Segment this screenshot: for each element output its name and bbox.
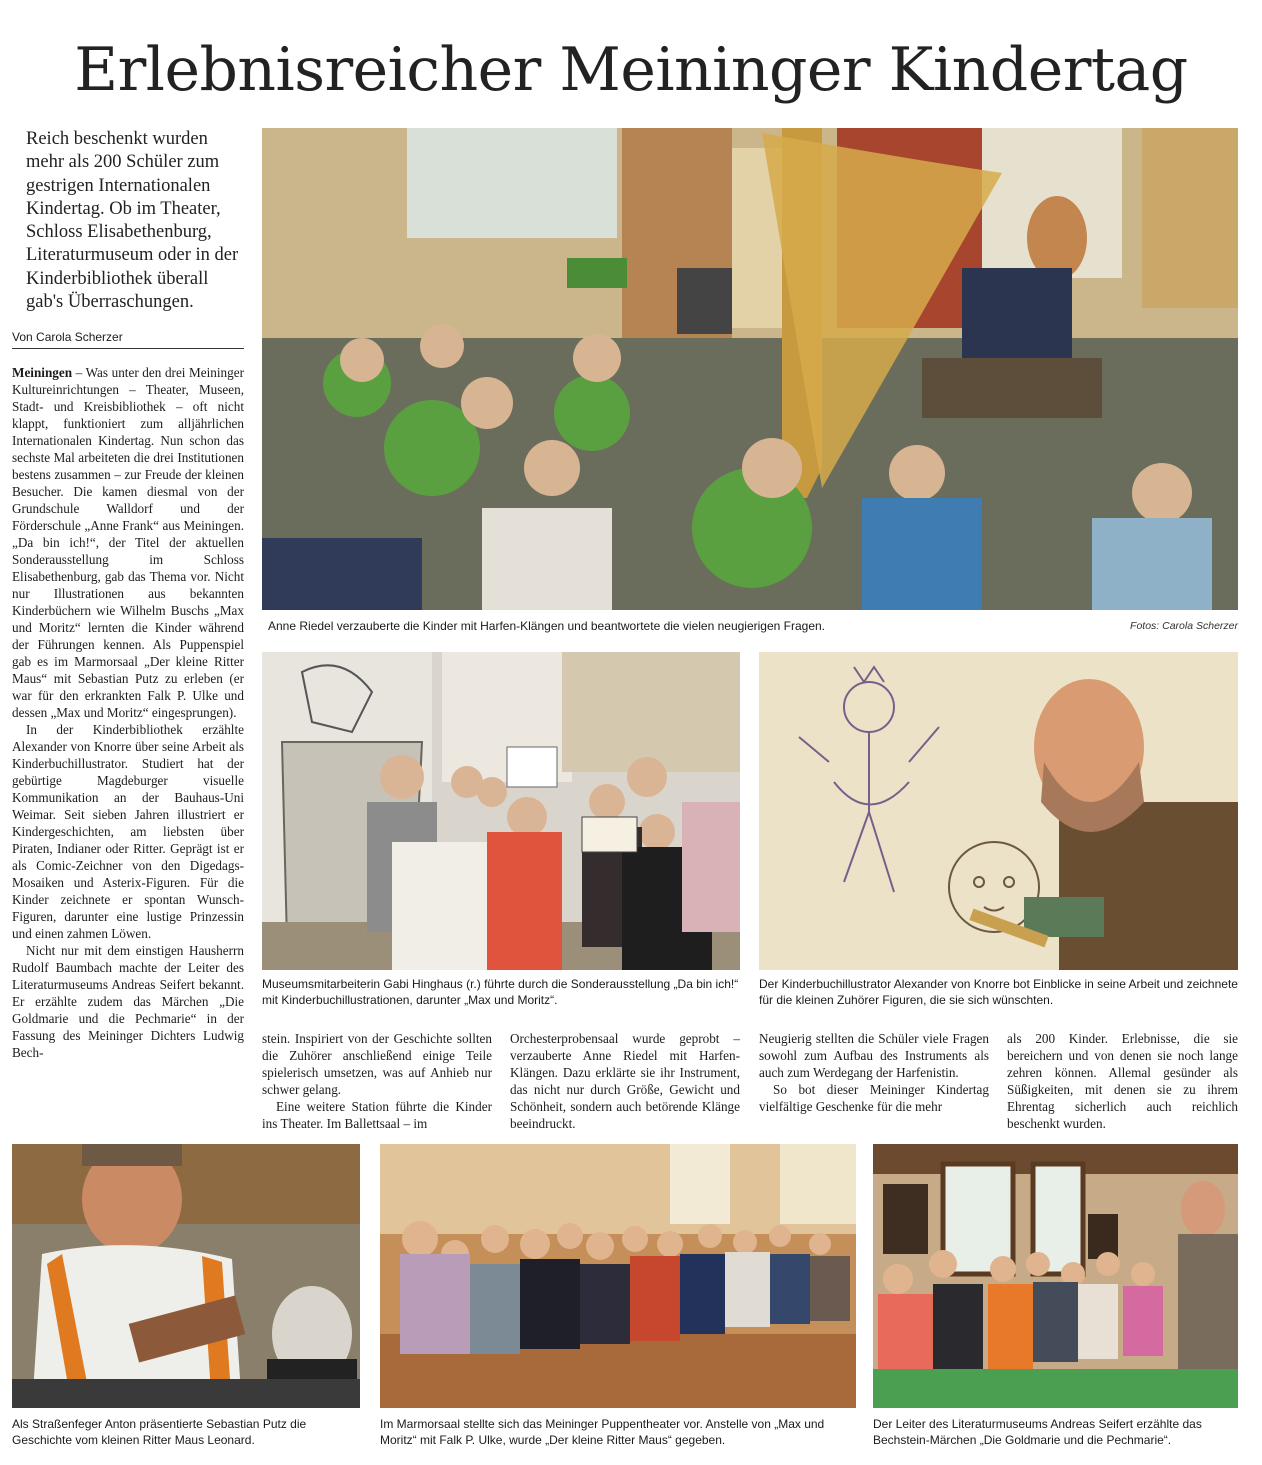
body-column-1 — [12, 364, 244, 1061]
body-paragraph: Neugierig stellten die Schüler viele Fragen sowohl zum Aufbau des Instruments als auch zum Werdegang der Harfenistin. — [759, 1031, 989, 1080]
body-column-4 — [759, 1030, 989, 1115]
body-column-5 — [1007, 1030, 1238, 1132]
body-paragraph: – Was unter den drei Meininger Kultureinrichtungen – Theater, Museen, Stadt- und Kreisbibliothek – oft nicht klappt, funktioniert zum alljährlichen Internationalen Kindertag. Nun schon das sechste Mal arbeiteten die drei Institutionen bestens zusammen – zur Freude der kleinen Besucher. Die kamen diesmal von der Grundschule Walldorf und der Förderschule „Anne Frank“ aus Meiningen. „Da bin ich!“, der Titel der aktuellen Sonderausstellung im Schloss Elisabethenburg, gab das Thema vor. Nicht nur Illustrationen aus bekannten Kinderbüchern wie Wilhelm Buschs „Max und Moritz“ lernten die Kinder während der Führungen kennen. Als Puppenspiel gab es im Marmorsaal „Der kleine Ritter Maus“ mit Sebastian Putz zu erleben (er war für den erkrankten Falk P. Ulke und dessen „Max und Moritz“ eingesprungen). — [12, 365, 244, 720]
body-paragraph: stein. Inspiriert von der Geschichte sollten die Zuhörer anschließend einige Teile spielerisch umsetzen, was auf Anhieb nur schwer gelang. — [262, 1031, 492, 1097]
caption-marmorsaal: Im Marmorsaal stellte sich das Meininger Puppentheater vor. Anstelle von „Max und Moritz“ mit Falk P. Ulke, wurde „Der kleine Ritter Maus“ gegeben. — [380, 1417, 825, 1447]
caption-museum: Museumsmitarbeiterin Gabi Hinghaus (r.) führte durch die Sonderausstellung „Da bin ich!“ mit Kinderbuchillustrationen, darunter „Max und Moritz“. — [262, 977, 739, 1007]
photo-puppeteer — [12, 1144, 360, 1408]
body-column-2 — [262, 1030, 492, 1132]
body-paragraph: So bot dieser Meininger Kindertag vielfältige Geschenke für die mehr — [759, 1082, 989, 1114]
photo-marmorsaal-audience — [380, 1144, 856, 1408]
body-paragraph: als 200 Kinder. Erlebnisse, die sie bereichern und von denen sie noch lange zehren können. Allemal gesünder als Süßigkeiten, mit denen sie zu ihrem Ehrentag sicherlich auch reichlich beschenkt wurden. — [1007, 1031, 1238, 1131]
body-paragraph: Eine weitere Station führte die Kinder ins Theater. Im Ballettsaal – im — [262, 1099, 492, 1131]
body-column-3 — [510, 1030, 740, 1132]
body-paragraph: Nicht nur mit dem einstigen Hausherrn Rudolf Baumbach machte der Leiter des Literaturmuseums Andreas Seifert bekannt. Er erzählte zudem das Märchen „Die Goldmarie und die Pechmarie“ in der Fassung des Meininger Dichters Ludwig Bech- — [12, 943, 244, 1060]
photo-harp-rehearsal — [262, 128, 1238, 610]
caption-puppeteer: Als Straßenfeger Anton präsentierte Sebastian Putz die Geschichte vom kleinen Ritter Maus Leonard. — [12, 1417, 307, 1447]
photo-illustrator-drawing — [759, 652, 1238, 970]
photo-museum-exhibition — [262, 652, 740, 970]
caption-literaturmuseum: Der Leiter des Literaturmuseums Andreas Seifert erzählte das Bechstein-Märchen „Die Goldmarie und die Pechmarie“. — [873, 1417, 1202, 1447]
photo-literaturmuseum — [873, 1144, 1238, 1408]
dateline: Meiningen — [12, 365, 73, 380]
caption-harp: Anne Riedel verzauberte die Kinder mit Harfen-Klängen und beantwortete die vielen neugierigen Fragen. — [268, 619, 826, 633]
body-paragraph: Orchesterprobensaal wurde geprobt – verzauberte Anne Riedel mit Harfen-Klängen. Dazu erklärte sie ihr Instrument, das nicht nur durch Größe, Gewicht und Schönheit, sondern auch betörende Klänge beeindruckt. — [510, 1031, 740, 1131]
caption-illustrator: Der Kinderbuchillustrator Alexander von Knorre bot Einblicke in seine Arbeit und zeichnete für die kleinen Zuhörer Figuren, die sie sich wünschten. — [759, 977, 1238, 1007]
headline: Erlebnisreicher Meininger Kindertag — [74, 35, 1188, 105]
byline: Von Carola Scherzer — [12, 330, 244, 349]
photo-credit: Fotos: Carola Scherzer — [1130, 620, 1238, 632]
lede-text: Reich beschenkt wurden mehr als 200 Schüler zum gestrigen Internationalen Kindertag. Ob im Theater, Schloss Elisabethenburg, Literaturmuseum oder in der Kinderbibliothek überall gab's Überraschungen. — [26, 129, 239, 313]
body-paragraph: In der Kinderbibliothek erzählte Alexander von Knorre über seine Arbeit als Kinderbuchillustrator. Studiert hat der gebürtige Magdeburger visuelle Kommunikation an der Bauhaus-Uni Weimar. Seit sieben Jahren illustriert er Kindergeschichten, am liebsten über Piraten, Indianer oder Ritter. Geprägt ist er als Comic-Zeichner von den Digedags-Mosaiken und Asterix-Figuren. Für die Kinder zeichnete er spontan Wunsch-Figuren, darunter eine lustige Prinzessin und einen zahmen Löwen. — [12, 722, 244, 941]
